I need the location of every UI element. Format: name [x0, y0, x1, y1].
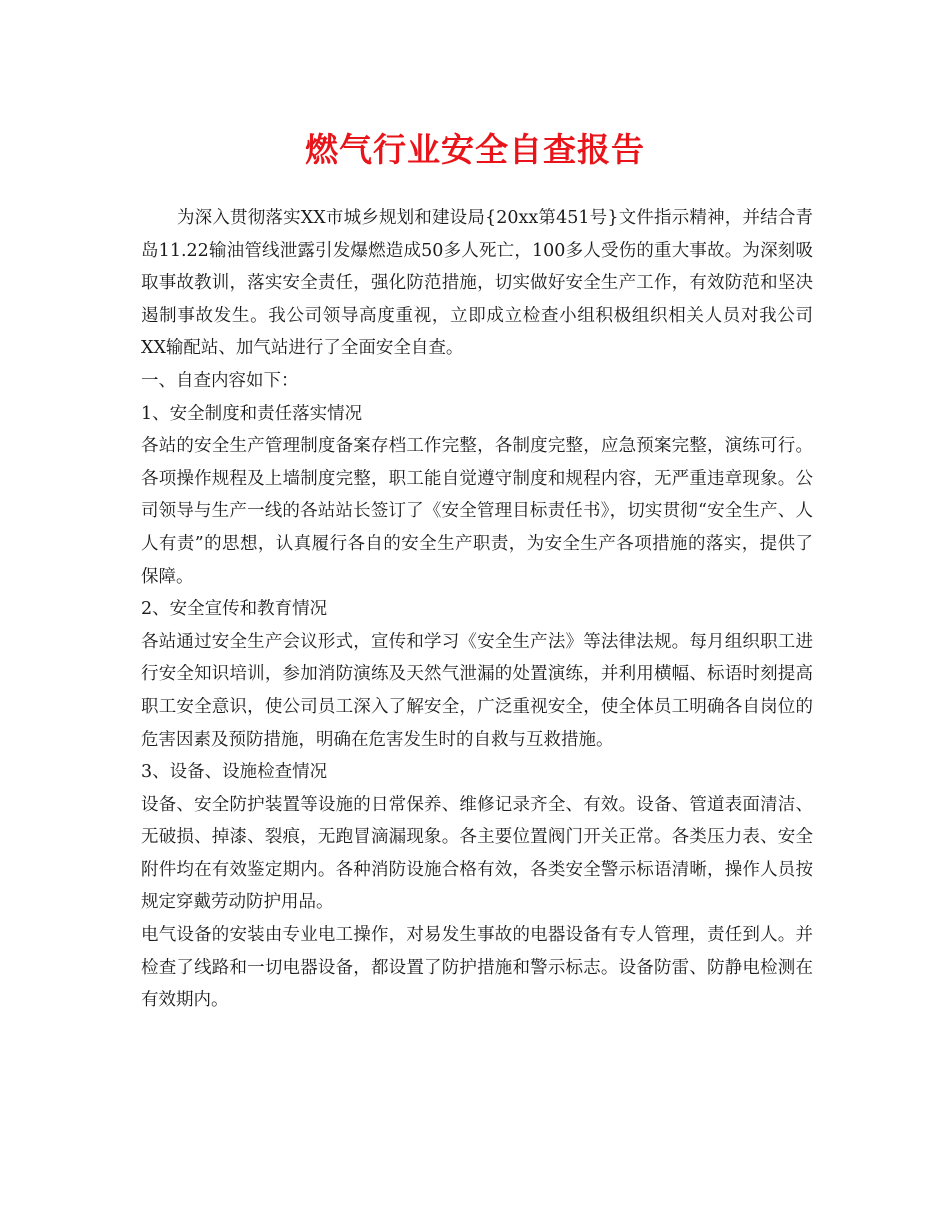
subsection-heading-2: 2、安全宣传和教育情况 [141, 599, 328, 620]
subsection-heading-1: 1、安全制度和责任落实情况 [141, 403, 363, 424]
paragraph-electrical-equipment: 电气设备的安装由专业电工操作，对易发生事故的电器设备有专人管理，责任到人。并检查了线路和一切电器设备，都设置了防护措施和警示标志。设备防雷、防静电检测在有效期内。 [141, 925, 813, 1011]
intro-paragraph: 为深入贯彻落实XX市城乡规划和建设局{20xx第451号}文件指示精神，并结合青岛11.22输油管线泄露引发爆燃造成50多人死亡，100多人受伤的重大事故。为深刻吸取事故教训，落实安全责任，强化防范措施，切实做好安全生产工作，有效防范和坚决遏制事故发生。我公司领导高度重视，立即成立检查小组积极组织相关人员对我公司XX输配站、加气站进行了全面安全自查。 [141, 208, 813, 359]
paragraph-safety-system: 各站的安全生产管理制度备案存档工作完整，各制度完整，应急预案完整，演练可行。各项操作规程及上墙制度完整，职工能自觉遵守制度和规程内容，无严重违章现象。公司领导与生产一线的各站站长签订了《安全管理目标责任书》，切实贯彻“安全生产、人人有责”的思想，认真履行各自的安全生产职责，为安全生产各项措施的落实，提供了保障。 [141, 436, 813, 587]
paragraph-safety-education: 各站通过安全生产会议形式，宣传和学习《安全生产法》等法律法规。每月组织职工进行安全知识培训，参加消防演练及天然气泄漏的处置演练，并利用横幅、标语时刻提高职工安全意识，使公司员工深入了解安全，广泛重视安全，使全体员工明确各自岗位的危害因素及预防措施，明确在危害发生时的自救与互救措施。 [141, 631, 813, 750]
paragraph-equipment-check: 设备、安全防护装置等设施的日常保养、维修记录齐全、有效。设备、管道表面清洁、无破损、掉漆、裂痕，无跑冒滴漏现象。各主要位置阀门开关正常。各类压力表、安全附件均在有效鉴定期内。各种消防设施合格有效，各类安全警示标语清晰，操作人员按规定穿戴劳动防护用品。 [141, 794, 813, 913]
subsection-heading-3: 3、设备、设施检查情况 [141, 762, 328, 783]
section-heading-self-check: 一、自查内容如下： [141, 370, 299, 391]
document-title: 燃气行业安全自查报告 [305, 130, 645, 169]
document-body [141, 202, 813, 1017]
